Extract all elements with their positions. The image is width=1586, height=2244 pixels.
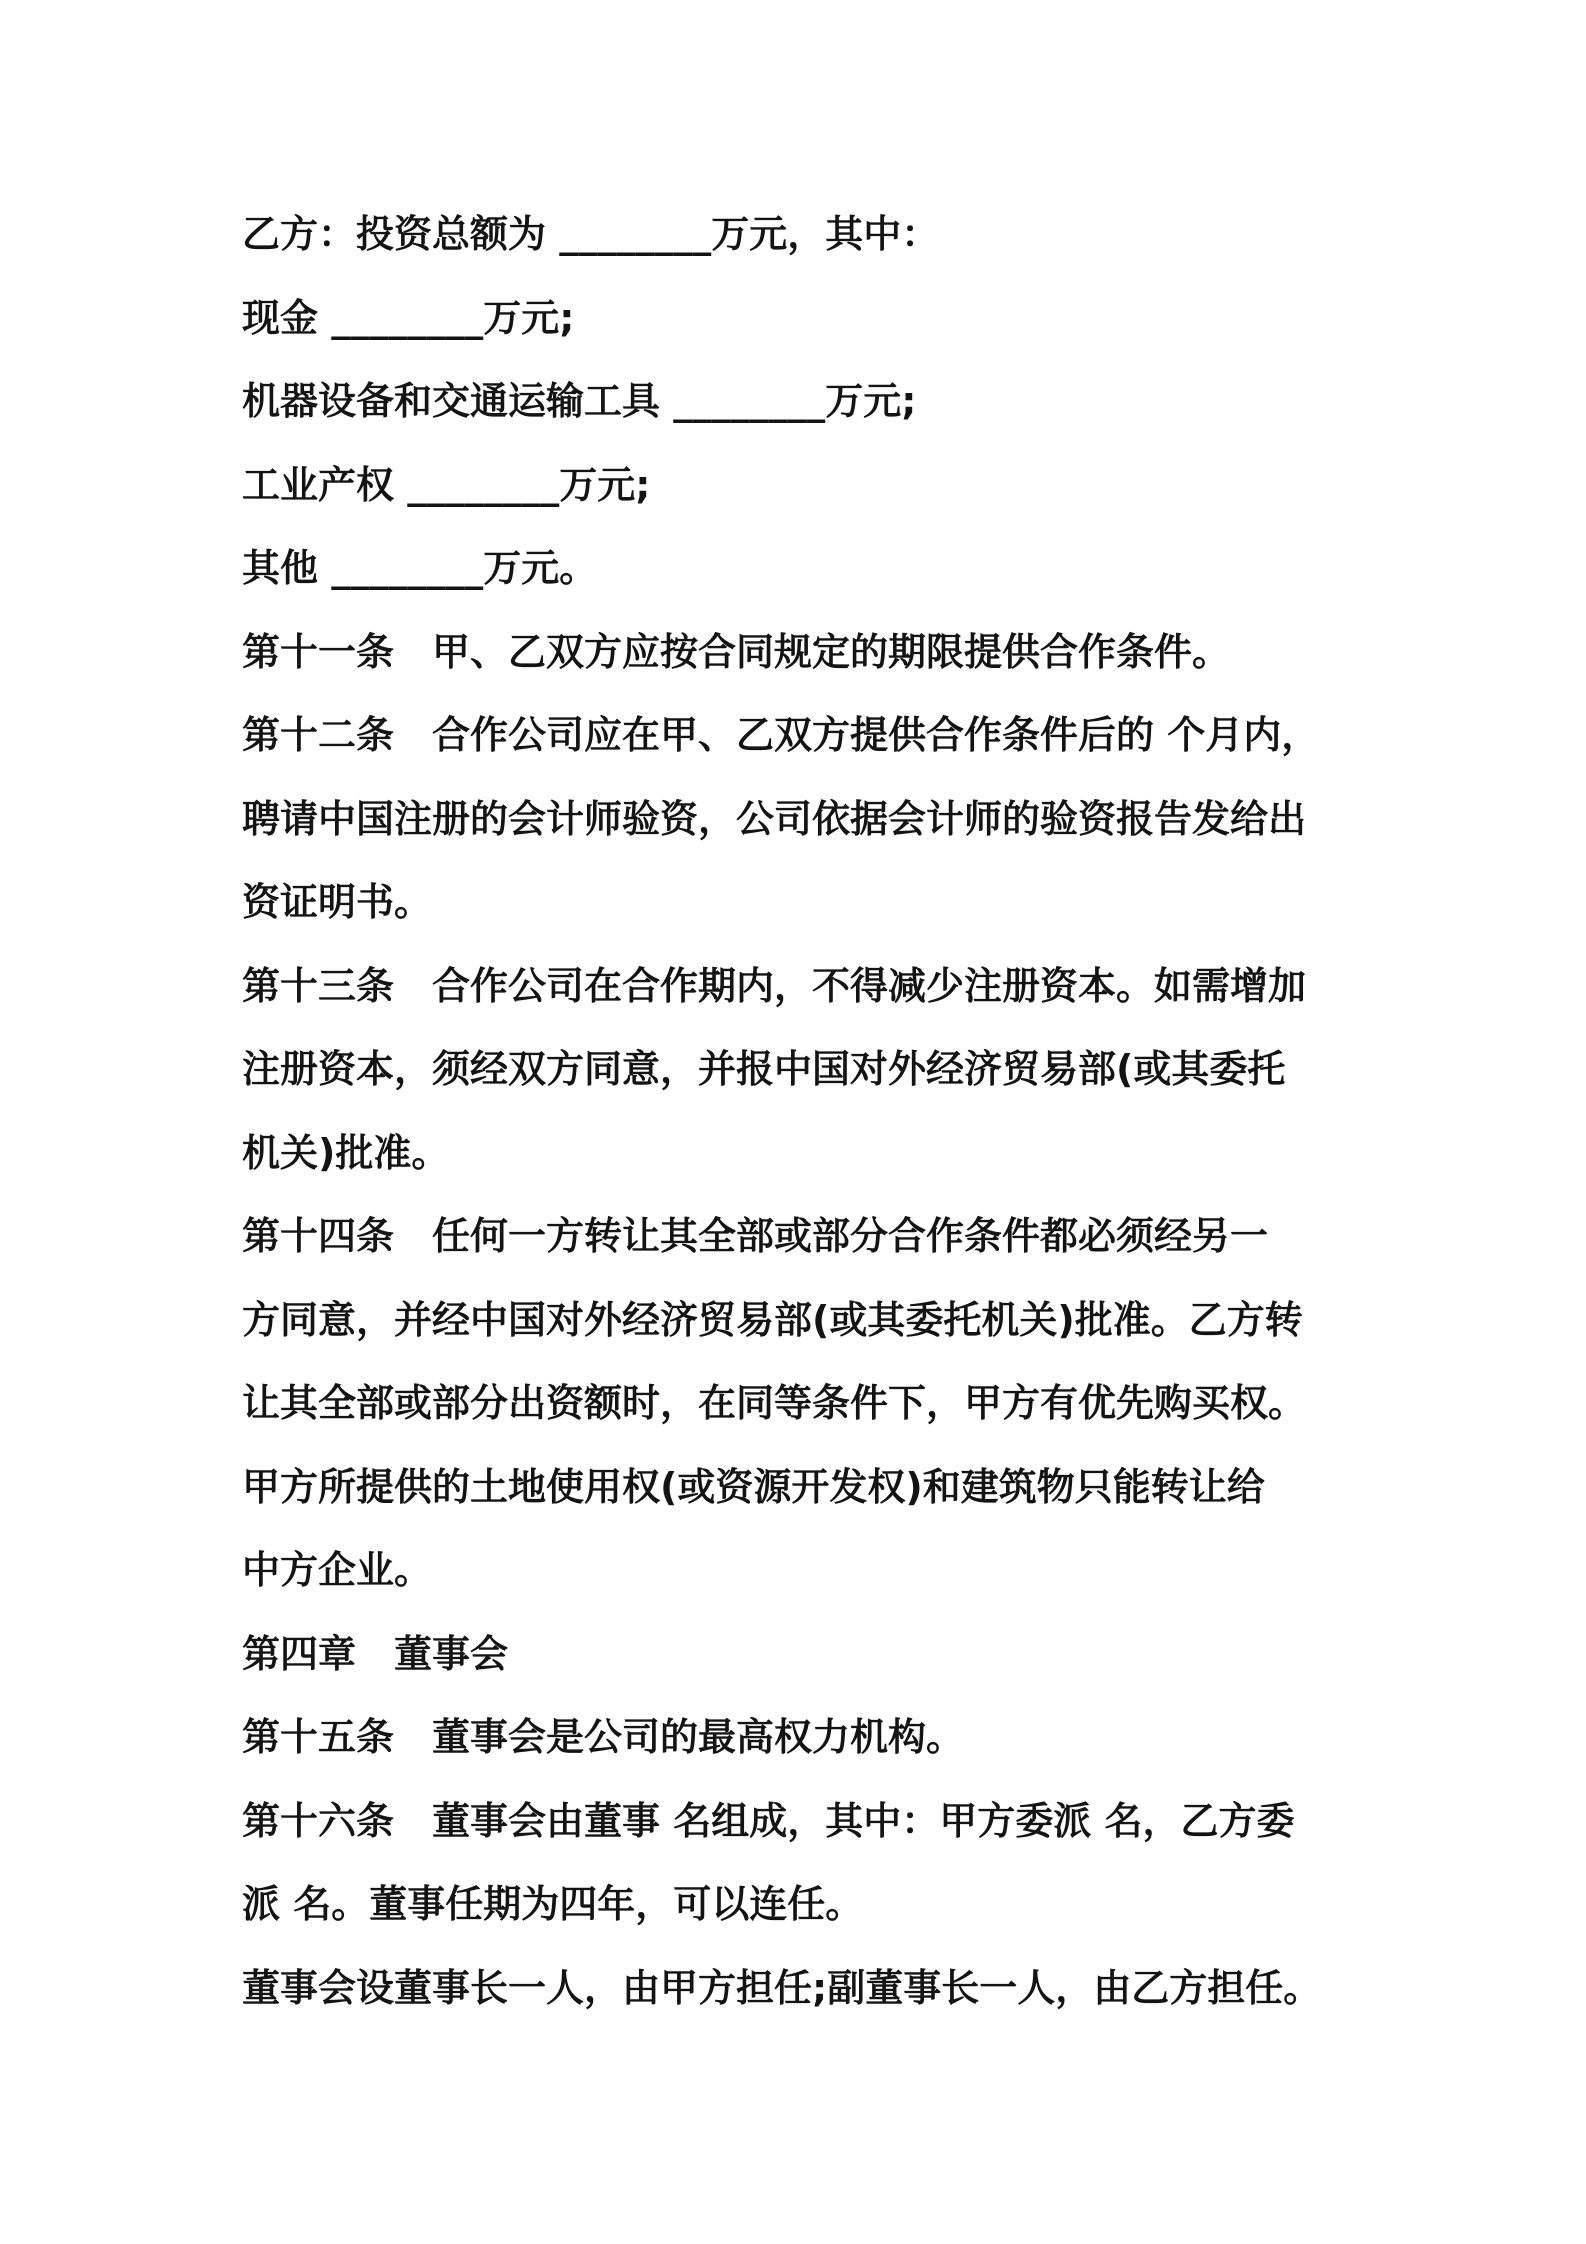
article-14-line-5: 中方企业。 <box>242 1548 433 1592</box>
article-14-line-3: 让其全部或部分出资额时，在同等条件下，甲方有优先购买权。 <box>242 1381 1307 1425</box>
text-line-cash: 现金 ________万元; <box>242 295 575 340</box>
article-12-line-1: 第十二条 合作公司应在甲、乙双方提供合作条件后的 个月内， <box>242 713 1320 757</box>
article-16-line-1: 第十六条 董事会由董事 名组成，其中：甲方委派 名，乙方委 <box>242 1798 1295 1843</box>
document-body <box>242 193 1362 2030</box>
text-line-other: 其他 ________万元。 <box>242 546 598 590</box>
board-chairman-line: 董事会设董事长一人，由甲方担任;副董事长一人，由乙方担任。 <box>242 1965 1322 2010</box>
article-13-line-3: 机关)批准。 <box>242 1130 450 1175</box>
article-11: 第十一条 甲、乙双方应按合同规定的期限提供合作条件。 <box>242 629 1231 674</box>
article-14-line-4: 甲方所提供的土地使用权(或资源开发权)和建筑物只能转让给 <box>242 1464 1265 1509</box>
article-14-line-1: 第十四条 任何一方转让其全部或部分合作条件都必须经另一 <box>242 1214 1269 1258</box>
article-12-line-3: 资证明书。 <box>242 880 433 924</box>
article-14-line-2: 方同意，并经中国对外经济贸易部(或其委托机关)批准。乙方转 <box>242 1297 1303 1342</box>
text-line-machinery: 机器设备和交通运输工具 ________万元; <box>242 379 917 423</box>
article-16-line-2: 派 名。董事任期为四年，可以连任。 <box>242 1882 864 1926</box>
article-12-line-2: 聘请中国注册的会计师验资，公司依据会计师的验资报告发给出 <box>242 796 1307 841</box>
article-13-line-1: 第十三条 合作公司在合作期内，不得减少注册资本。如需增加 <box>242 963 1307 1008</box>
text-line-investment-total: 乙方：投资总额为 ________万元，其中： <box>242 212 940 256</box>
text-line-industrial-property: 工业产权 ________万元; <box>242 462 651 507</box>
article-15: 第十五条 董事会是公司的最高权力机构。 <box>242 1715 965 1759</box>
chapter-4-heading: 第四章 董事会 <box>242 1631 509 1676</box>
article-13-line-2: 注册资本，须经双方同意，并报中国对外经济贸易部(或其委托 <box>242 1047 1286 1091</box>
